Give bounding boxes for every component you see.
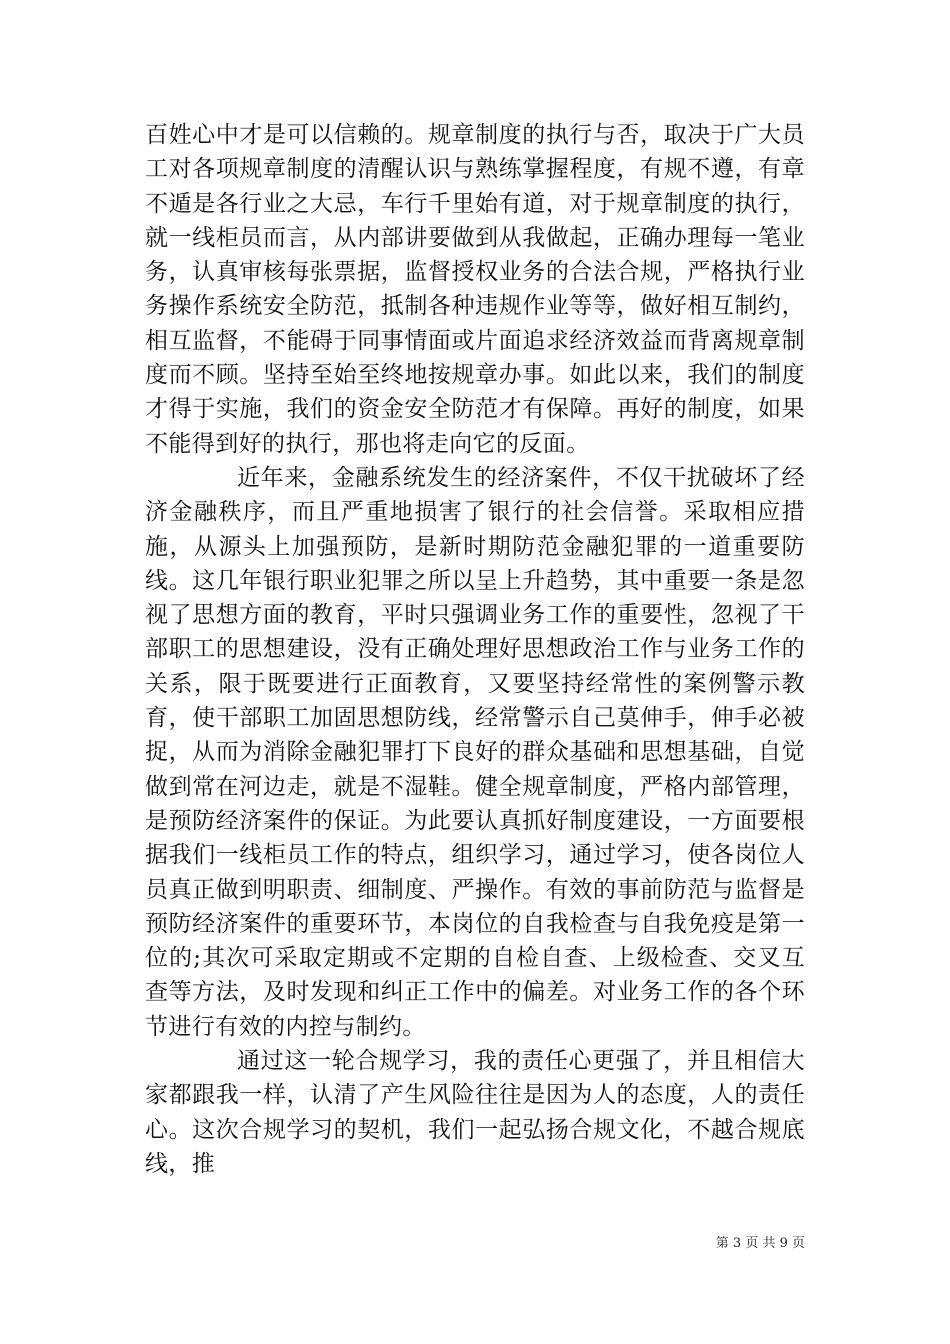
paragraph-3: 通过这一轮合规学习，我的责任心更强了，并且相信大家都跟我一样，认清了产生风险往往是因为人的态度，人的责任心。这次合规学习的契机，我们一起弘扬合规文化，不越合规底线，推 bbox=[145, 1048, 805, 1177]
page-number: 第 3 页 共 9 页 bbox=[715, 1236, 805, 1251]
document-body bbox=[145, 118, 805, 1181]
paragraph-2: 近年来，金融系统发生的经济案件，不仅干扰破坏了经济金融秩序，而且严重地损害了银行的社会信誉。采取相应措施，从源头上加强预防，是新时期防范金融犯罪的一道重要防线。这几年银行职业犯罪之所以呈上升趋势，其中重要一条是忽视了思想方面的教育，平时只强调业务工作的重要性，忽视了干部职工的思想建设，没有正确处理好思想政治工作与业务工作的关系，限于既要进行正面教育，又要坚持经常性的案例警示教育，使干部职工加固思想防线，经常警示自己莫伸手，伸手必被捉，从而为消除金融犯罪打下良好的群众基础和思想基础，自觉做到常在河边走，就是不湿鞋。健全规章制度，严格内部管理，是预防经济案件的保证。为此要认真抓好制度建设，一方面要根据我们一线柜员工作的特点，组织学习，通过学习，使各岗位人员真正做到明职责、细制度、严操作。有效的事前防范与监督是预防经济案件的重要环节，本岗位的自我检查与自我免疫是第一位的;其次可采取定期或不定期的自检自查、上级检查、交叉互查等方法，及时发现和纠正工作中的偏差。对业务工作的各个环节进行有效的内控与制约。 bbox=[145, 464, 805, 1040]
paragraph-1: 百姓心中才是可以信赖的。规章制度的执行与否，取决于广大员工对各项规章制度的清醒认识与熟练掌握程度，有规不遵，有章不遁是各行业之大忌，车行千里始有道，对于规章制度的执行，就一线柜员而言，从内部讲要做到从我做起，正确办理每一笔业务，认真审核每张票据，监督授权业务的合法合规，严格执行业务操作系统安全防范，抵制各种违规作业等等，做好相互制约，相互监督，不能碍于同事情面或片面追求经济效益而背离规章制度而不顾。坚持至始至终地按规章办事。如此以来，我们的制度才得于实施，我们的资金安全防范才有保障。再好的制度，如果不能得到好的执行，那也将走向它的反面。 bbox=[145, 122, 805, 457]
